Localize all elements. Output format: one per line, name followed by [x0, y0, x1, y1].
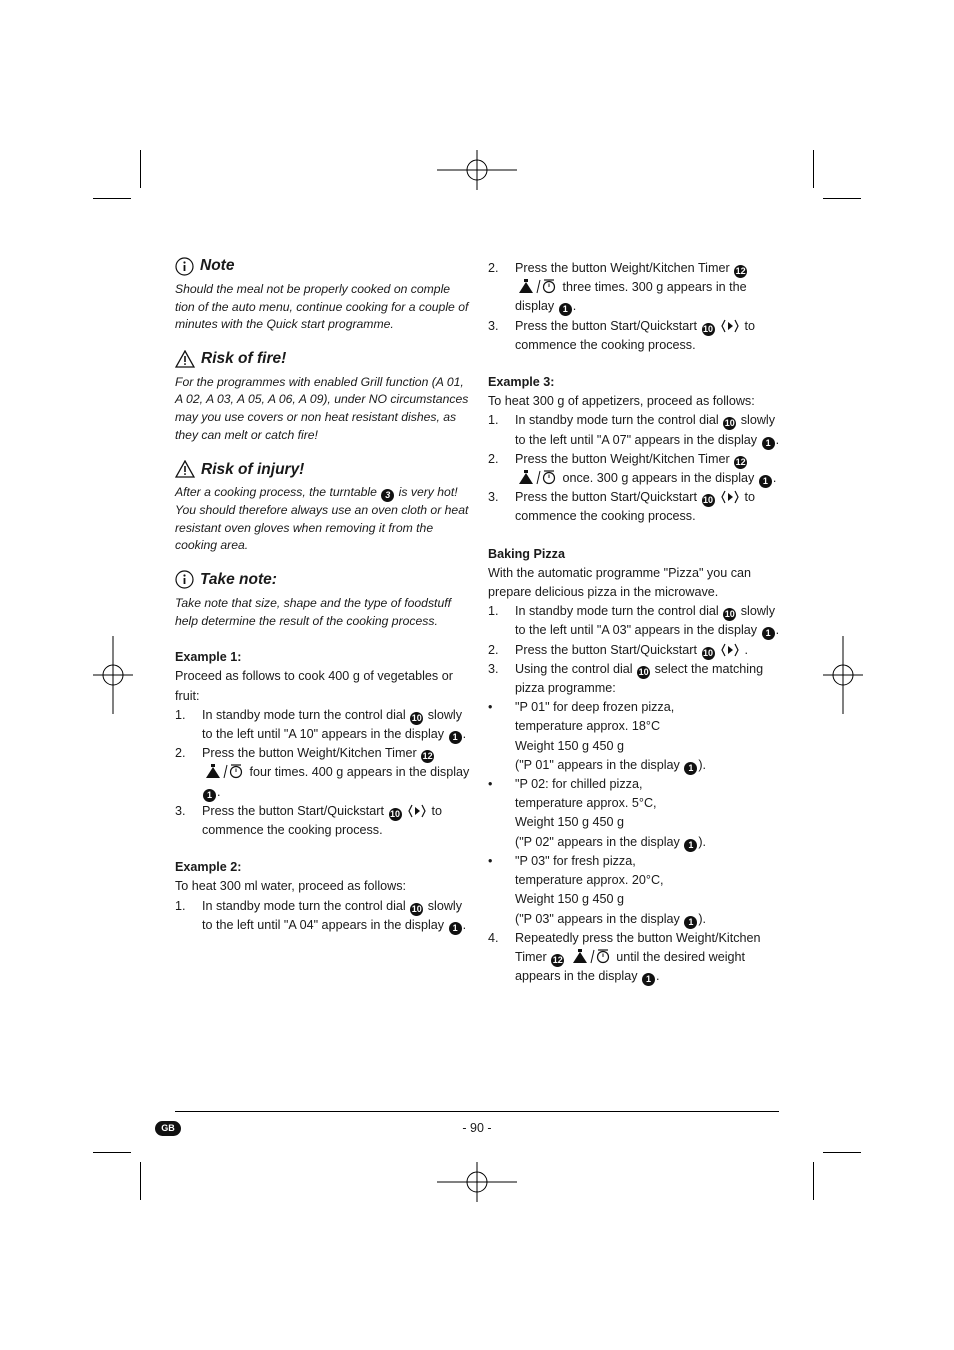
example-1: [175, 648, 470, 840]
left-column: [175, 255, 470, 935]
display-ref-badge: 1: [759, 475, 772, 488]
list-item: 2. Press the button Weight/Kitchen Timer 12 four times. 400 g appears in the display 1 .: [175, 746, 470, 800]
dial-ref-badge: 10: [638, 666, 649, 677]
timer-ref-badge: 12: [735, 456, 746, 467]
example-1-title: Example 1:: [175, 650, 242, 665]
warning-icon: [175, 350, 195, 368]
list-item: 3. Using the control dial 10 select the matching pizza programme:: [488, 661, 764, 696]
start-quickstart-icon: [721, 319, 739, 333]
take-note-text: Take note that size, shape and the type of foodstuff help determine the result of the cooking process.: [175, 595, 451, 628]
timer-ref-badge: 12: [422, 751, 433, 762]
crop-mark: [93, 1152, 131, 1153]
start-ref-badge: 10: [702, 323, 713, 334]
info-icon: [175, 570, 194, 589]
display-ref-badge: 1: [684, 839, 697, 852]
dial-ref-badge: 10: [724, 609, 735, 620]
note-text: Should the meal not be properly cooked on comple tion of the auto menu, continue cooking for a couple of minutes with the Quick start programme.: [175, 282, 469, 332]
language-badge: GB: [155, 1121, 181, 1136]
crop-mark: [823, 198, 861, 199]
start-quickstart-icon: [721, 643, 739, 657]
list-item: 2. Press the button Start/Quickstart 10 .: [488, 642, 748, 658]
list-item: 1. In standby mode turn the control dial 10 slowly to the left until "A 03" appears in the display 1 .: [488, 604, 780, 639]
baking-pizza: [488, 545, 780, 987]
display-ref-badge: 1: [449, 731, 462, 744]
crop-mark: [813, 1162, 814, 1200]
list-item: 3. Press the button Start/Quickstart 10 to commence the cooking process.: [488, 490, 756, 524]
fire-warning-section: [175, 348, 470, 444]
crop-mark: [823, 1152, 861, 1153]
injury-title: Risk of injury!: [201, 460, 305, 478]
weight-timer-icon: [517, 278, 557, 294]
example-2-continued: [488, 259, 780, 355]
dial-ref-badge: 10: [411, 903, 422, 914]
bullet-item: • "P 03" for fresh pizza, temperature approx. 20°C, Weight 150 g 450 g ("P 03" appears in the display 1 ).: [488, 853, 707, 927]
bullet-item: • "P 01" for deep frozen pizza, temperature approx. 18°C Weight 150 g 450 g ("P 01" appears in the display 1 ).: [488, 700, 707, 773]
display-ref-badge: 1: [762, 437, 775, 450]
note-section: [175, 255, 470, 334]
weight-timer-icon: [571, 948, 611, 964]
registration-mark-bottom: [437, 1162, 517, 1202]
start-quickstart-icon: [721, 490, 739, 504]
example-3: [488, 373, 780, 527]
weight-timer-icon: [204, 763, 244, 779]
list-item: 2. Press the button Weight/Kitchen Timer 12 three times. 300 g appears in the display 1 .: [488, 261, 747, 315]
example-3-title: Example 3:: [488, 375, 555, 390]
list-item: 1. In standby mode turn the control dial 10 slowly to the left until "A 04" appears in the display 1 .: [175, 898, 467, 933]
display-ref-badge: 1: [203, 789, 216, 802]
baking-pizza-title: Baking Pizza: [488, 546, 565, 561]
fire-title: Risk of fire!: [201, 350, 287, 368]
example-2: [175, 858, 470, 935]
display-ref-badge: 1: [684, 916, 697, 929]
registration-mark-top: [437, 150, 517, 190]
list-item: 2. Press the button Weight/Kitchen Timer 12 once. 300 g appears in the display 1 .: [488, 451, 777, 487]
example-2-intro: To heat 300 ml water, proceed as follows:: [175, 879, 407, 894]
start-ref-badge: 10: [702, 647, 713, 658]
example-2-title: Example 2:: [175, 860, 242, 875]
warning-icon: [175, 460, 195, 478]
display-ref-badge: 1: [684, 762, 697, 775]
display-ref-badge: 1: [559, 303, 572, 316]
weight-timer-icon: [517, 469, 557, 485]
bullet-item: • "P 02: for chilled pizza, temperature approx. 5°C, Weight 150 g 450 g ("P 02" appears in the display 1 ).: [488, 777, 707, 850]
list-item: 3. Press the button Start/Quickstart 10 to commence the cooking process.: [175, 803, 443, 837]
timer-ref-badge: 12: [735, 266, 746, 276]
start-ref-badge: 10: [389, 808, 400, 819]
start-quickstart-icon: [408, 804, 426, 818]
start-ref-badge: 10: [702, 495, 713, 506]
fire-text: For the programmes with enabled Grill function (A 01, A 02, A 03, A 05, A 06, A 09), under NO circumstances may you use covers or non heat resistant dishes, as they can melt or catch fire!: [175, 374, 469, 442]
registration-mark-right: [823, 636, 863, 714]
display-ref-badge: 1: [642, 973, 655, 986]
dial-ref-badge: 10: [411, 712, 422, 723]
timer-ref-badge: 12: [552, 954, 563, 965]
list-item: 1. In standby mode turn the control dial 10 slowly to the left until "A 07" appears in the display 1 .: [488, 413, 780, 448]
info-icon: [175, 257, 194, 276]
right-column: [488, 259, 780, 986]
take-note-section: [175, 569, 470, 630]
crop-mark: [140, 150, 141, 188]
list-item: 4. Repeatedly press the button Weight/Kitchen Timer 12 until the desired weight appears in the display 1 .: [488, 930, 761, 985]
baking-pizza-intro: With the automatic programme "Pizza" you can prepare delicious pizza in the microwave.: [488, 565, 752, 600]
crop-mark: [140, 1162, 141, 1200]
list-item: 1. In standby mode turn the control dial 10 slowly to the left until "A 10" appears in the display 1 .: [175, 707, 467, 742]
example-1-intro: Proceed as follows to cook 400 g of vegetables or fruit:: [175, 669, 453, 703]
take-note-title: Take note:: [200, 571, 277, 589]
registration-mark-left: [93, 636, 133, 714]
dial-ref-badge: 10: [724, 418, 735, 429]
note-title: Note: [200, 257, 235, 275]
turntable-ref-badge: 3: [381, 489, 394, 502]
crop-mark: [813, 150, 814, 188]
crop-mark: [93, 198, 131, 199]
page-number: - 90 -: [462, 1121, 492, 1135]
display-ref-badge: 1: [762, 627, 775, 640]
footer-rule: [175, 1111, 779, 1112]
list-item: 3. Press the button Start/Quickstart 10 to commence the cooking process.: [488, 318, 756, 352]
example-3-intro: To heat 300 g of appetizers, proceed as follows:: [488, 394, 755, 409]
injury-warning-section: [175, 458, 470, 555]
display-ref-badge: 1: [449, 922, 462, 935]
injury-text: After a cooking process, the turntable 3 is very hot! You should therefore always use an oven cloth or heat resistant oven gloves when removing it from the cooking area.: [175, 485, 469, 553]
